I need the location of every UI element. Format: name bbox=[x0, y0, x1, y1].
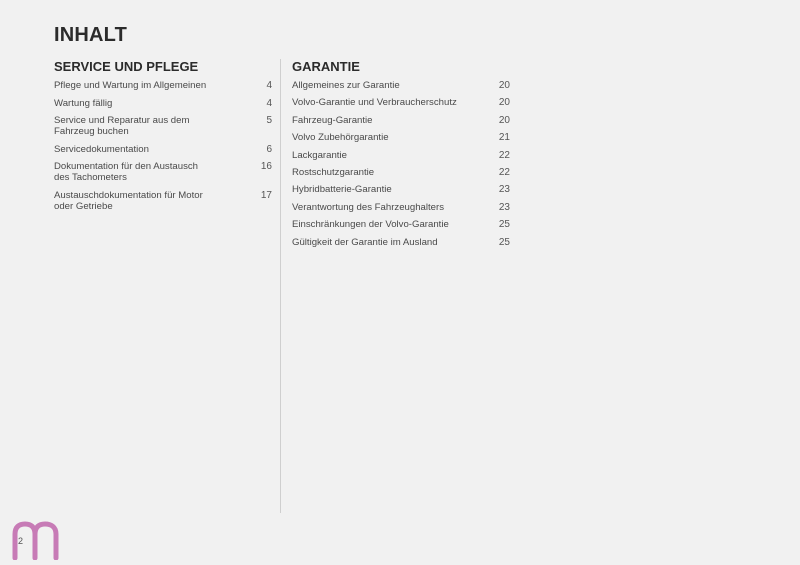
toc-item[interactable] bbox=[292, 219, 510, 230]
toc-item[interactable] bbox=[292, 202, 510, 213]
toc-item-label: Allgemeines zur Garantie bbox=[292, 80, 400, 91]
toc-item-label: Volvo Zubehörgarantie bbox=[292, 132, 389, 144]
toc-item[interactable] bbox=[54, 80, 272, 91]
column-divider bbox=[280, 59, 281, 513]
toc-item-page: 5 bbox=[266, 115, 272, 126]
section-heading-warranty: GARANTIE bbox=[292, 59, 360, 74]
toc-item[interactable] bbox=[292, 115, 510, 126]
toc-item[interactable] bbox=[292, 237, 510, 248]
page-number: 2 bbox=[18, 536, 24, 546]
section-heading-service: SERVICE UND PFLEGE bbox=[54, 59, 199, 74]
toc-item-page: 16 bbox=[260, 161, 272, 172]
toc-item-label: Pflege und Wartung im Allgemeinen bbox=[54, 80, 207, 91]
toc-item-page: 4 bbox=[266, 97, 272, 109]
toc-item-label: Gültigkeit der Garantie im Ausland bbox=[292, 236, 438, 248]
toc-item[interactable] bbox=[292, 97, 510, 108]
toc-item-label: Fahrzeug-Garantie bbox=[292, 114, 373, 126]
toc-item[interactable] bbox=[292, 132, 510, 143]
toc-item[interactable] bbox=[54, 115, 272, 137]
toc-item-page: 17 bbox=[260, 189, 272, 201]
toc-item[interactable] bbox=[54, 161, 272, 183]
toc-item-label: Lackgarantie bbox=[292, 149, 347, 161]
service-section bbox=[54, 59, 272, 218]
toc-item-page: 23 bbox=[498, 184, 510, 196]
toc-item-label: Einschränkungen der Volvo-Garantie bbox=[292, 219, 449, 231]
toc-item-label: Servicedokumentation bbox=[54, 143, 149, 155]
toc-item-page: 6 bbox=[266, 143, 272, 155]
page-title: INHALT bbox=[54, 24, 128, 46]
toc-item-label: Hybridbatterie-Garantie bbox=[292, 184, 392, 196]
toc-item-label: Wartung fällig bbox=[54, 97, 113, 109]
toc-item-page: 21 bbox=[498, 132, 510, 144]
warranty-section bbox=[292, 59, 510, 254]
toc-item[interactable] bbox=[292, 150, 510, 161]
toc-item-page: 25 bbox=[498, 219, 510, 231]
toc-item[interactable] bbox=[292, 184, 510, 195]
toc-item[interactable] bbox=[54, 98, 272, 109]
toc-item-page: 25 bbox=[498, 236, 510, 248]
toc-item[interactable] bbox=[54, 144, 272, 155]
toc-item[interactable] bbox=[292, 167, 510, 178]
toc-item-label: Austauschdokumentation für Motor oder Getriebe bbox=[54, 189, 203, 212]
toc-item-page: 22 bbox=[498, 166, 510, 178]
toc-item[interactable] bbox=[54, 190, 272, 212]
toc-item-label: Service und Reparatur aus dem Fahrzeug buchen bbox=[54, 115, 190, 137]
toc-item-label: Rostschutzgarantie bbox=[292, 166, 375, 178]
toc-item-page: 23 bbox=[498, 201, 510, 213]
toc-item-page: 4 bbox=[266, 80, 272, 91]
service-toc-list bbox=[54, 80, 272, 212]
toc-item-label: Volvo-Garantie und Verbraucherschutz bbox=[292, 97, 457, 109]
toc-item-page: 20 bbox=[498, 114, 510, 126]
toc-item-page: 22 bbox=[498, 149, 510, 161]
toc-item[interactable] bbox=[292, 80, 510, 91]
toc-item-label: Dokumentation für den Austausch des Tachometers bbox=[54, 161, 198, 183]
toc-item-page: 20 bbox=[498, 97, 510, 109]
warranty-toc-list bbox=[292, 80, 510, 248]
toc-item-page: 20 bbox=[498, 80, 510, 91]
toc-item-label: Verantwortung des Fahrzeughalters bbox=[292, 201, 444, 213]
